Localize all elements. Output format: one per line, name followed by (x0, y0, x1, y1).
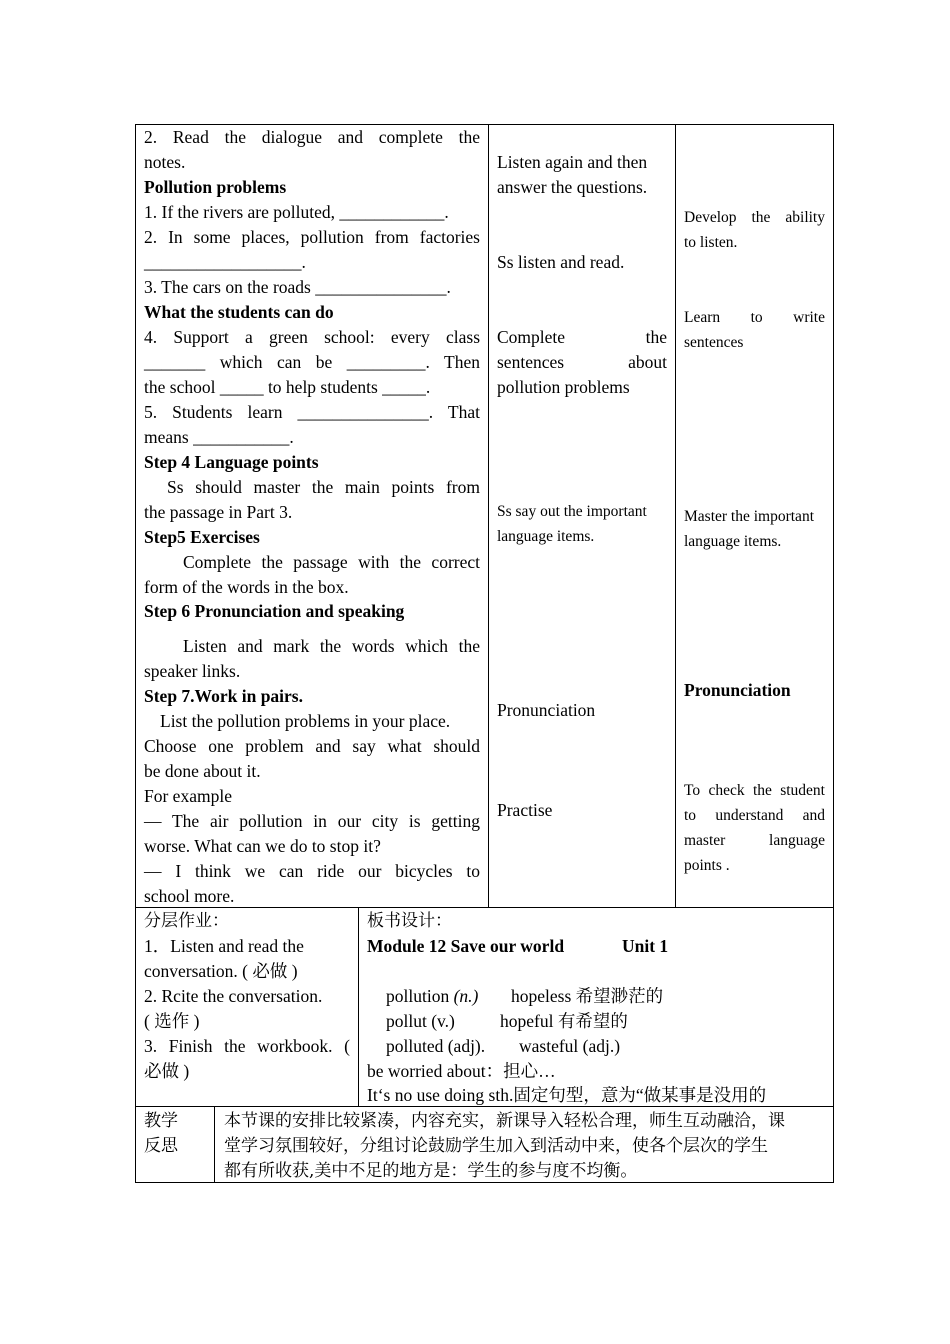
purpose-line: Develop the ability (684, 209, 825, 226)
board-phrase: be worried about：担心… (367, 1061, 556, 1081)
activity-line: Ss listen and read. (497, 252, 625, 272)
column-divider (358, 907, 359, 1107)
reflection-label: 反思 (144, 1136, 178, 1156)
purpose-line: Learn to write (684, 309, 825, 326)
procedure-line: 2. Read the dialogue and complete the (144, 127, 480, 147)
procedure-line: the passage in Part 3. (144, 502, 293, 522)
procedure-line: List the pollution problems in your place. (160, 711, 451, 731)
procedure-line: 5. Students learn _______________. That (144, 402, 480, 422)
procedure-line: 1. If the rivers are polluted, ____________. (144, 202, 449, 222)
board-word-text: pollution (386, 986, 450, 1006)
row-divider (135, 907, 834, 908)
purpose-line: language items. (684, 533, 782, 550)
activity-line: answer the questions. (497, 177, 648, 197)
purpose-line: Pronunciation (684, 680, 791, 700)
activity-line: pollution problems (497, 377, 630, 397)
board-title: 板书设计： (367, 911, 452, 931)
purpose-line: to listen. (684, 234, 738, 251)
homework-line: 2. Rcite the conversation. (144, 986, 323, 1006)
procedure-line: form of the words in the box. (144, 577, 349, 597)
procedure-line: Complete the passage with the correct (183, 552, 480, 572)
section-heading: Pollution problems (144, 177, 287, 197)
reflection-text: 本节课的安排比较紧凑，内容充实，新课导入轻松合理，师生互动融洽，课 (224, 1111, 785, 1131)
procedure-line: Listen and mark the words which the (183, 636, 480, 656)
procedure-line: worse. What can we do to stop it? (144, 836, 381, 856)
procedure-line: _______ which can be _________. Then (144, 352, 480, 372)
purpose-line: master language (684, 832, 825, 849)
homework-title: 分层作业： (144, 911, 229, 931)
homework-line: 1．Listen and read the (144, 936, 304, 956)
procedure-line: be done about it. (144, 761, 261, 781)
board-word-pos: (n.) (453, 986, 479, 1006)
column-divider (214, 1106, 215, 1183)
step-heading: Step 6 Pronunciation and speaking (144, 601, 405, 621)
purpose-line: sentences (684, 334, 744, 351)
board-word (386, 984, 478, 1009)
procedure-line: 3. The cars on the roads _______________. (144, 277, 451, 297)
reflection-label: 教学 (144, 1111, 178, 1131)
procedure-line: __________________. (144, 252, 306, 272)
board-word: wasteful (adj.) (519, 1036, 621, 1056)
board-word: hopeful 有希望的 (500, 1011, 628, 1031)
activity-line: sentences about (497, 352, 667, 372)
purpose-line: Master the important (684, 508, 814, 525)
procedure-line: means ___________. (144, 427, 294, 447)
board-unit: Unit 1 (622, 936, 669, 956)
section-heading: What the students can do (144, 302, 334, 322)
activity-line: Practise (497, 800, 553, 820)
homework-line: 必做 ) (144, 1061, 190, 1081)
homework-line: 3. Finish the workbook. ( (144, 1036, 350, 1056)
purpose-line: To check the student (684, 782, 825, 799)
activity-line: Complete the (497, 327, 667, 347)
board-phrase: It‘s no use doing sth.固定句型，意为“做某事是没用的 (367, 1085, 767, 1105)
board-module: Module 12 Save our world (367, 936, 565, 956)
procedure-line: Choose one problem and say what should (144, 736, 480, 756)
step-heading: Step 7.Work in pairs. (144, 686, 303, 706)
activity-line: language items. (497, 528, 595, 545)
procedure-line: 4. Support a green school: every class (144, 327, 480, 347)
reflection-text: 堂学习氛围较好，分组讨论鼓励学生加入到活动中来，使各个层次的学生 (224, 1136, 768, 1156)
purpose-line: to understand and (684, 807, 825, 824)
homework-line: ( 选作 ) (144, 1011, 200, 1031)
procedure-line: 2. In some places, pollution from factories (144, 227, 480, 247)
column-divider (488, 124, 489, 908)
board-word: pollut (v.) (386, 1011, 455, 1031)
board-word: polluted (adj). (386, 1036, 486, 1056)
procedure-line: — I think we can ride our bicycles to (144, 861, 480, 881)
board-word: hopeless 希望渺茫的 (511, 986, 664, 1006)
procedure-line: speaker links. (144, 661, 241, 681)
procedure-line: the school _____ to help students _____. (144, 377, 431, 397)
homework-line: conversation. ( 必做 ) (144, 961, 298, 981)
purpose-line: points . (684, 857, 730, 874)
activity-line: Ss say out the important (497, 503, 647, 520)
procedure-line: school more. (144, 886, 235, 906)
step-heading: Step5 Exercises (144, 527, 260, 547)
column-divider (675, 124, 676, 908)
reflection-text: 都有所收获,美中不足的地方是：学生的参与度不均衡。 (224, 1161, 638, 1181)
step-heading: Step 4 Language points (144, 452, 319, 472)
procedure-line: — The air pollution in our city is getting (144, 811, 480, 831)
activity-line: Listen again and then (497, 152, 648, 172)
procedure-line: Ss should master the main points from (167, 477, 480, 497)
activity-line: Pronunciation (497, 700, 596, 720)
procedure-line: For example (144, 786, 232, 806)
procedure-line: notes. (144, 152, 186, 172)
